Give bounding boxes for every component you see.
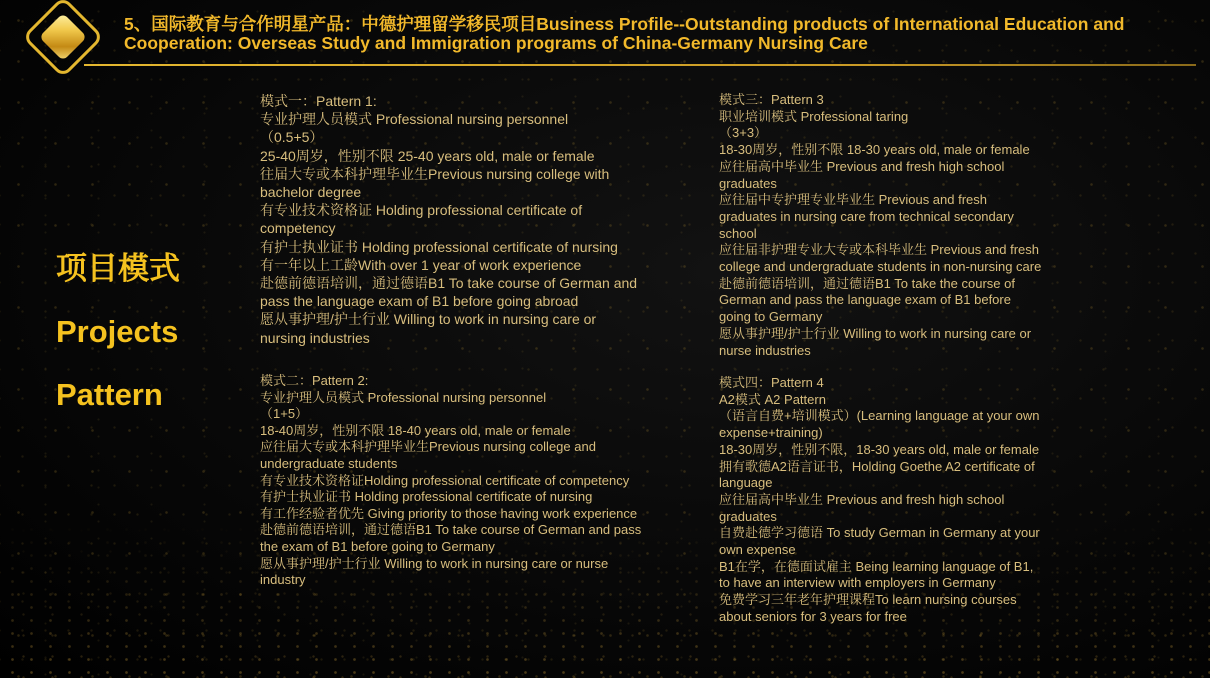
pattern-text-line: going to Germany	[719, 309, 823, 325]
pattern-text-line: 免费学习三年老年护理课程To learn nursing courses	[719, 592, 1017, 608]
pattern-text-line: graduates in nursing care from technical secondary	[719, 208, 1014, 224]
pattern-text-line: （语言自费+培训模式）(Learning language at your own	[719, 408, 1040, 424]
header-rule	[88, 64, 1196, 66]
pattern-text-line: 专业护理人员模式 Professional nursing personnel	[260, 111, 569, 128]
pattern-text-line: 职业培训模式 Professional taring	[719, 108, 909, 124]
pattern-text-line: B1在学，在德面试雇主 Being learning language of B1,	[719, 558, 1034, 574]
pattern-text-line: 自费赴德学习德语 To study German in Germany at your	[719, 525, 1040, 541]
pattern-text-line: German and pass the language exam of B1 before	[719, 292, 1011, 308]
pattern-text-line: 应往届高中毕业生 Previous and fresh high school	[719, 158, 1005, 174]
pattern-text-line: graduates	[719, 175, 777, 191]
pattern-text-line: undergraduate students	[260, 455, 398, 471]
pattern-text-line: expense+training)	[719, 425, 823, 441]
pattern-text-line: 有专业技术资格证Holding professional certificate of competency	[260, 472, 630, 488]
pattern-text-line: （0.5+5）	[260, 129, 324, 146]
pattern-text-line: 应往届大专或本科护理毕业生Previous nursing college and	[260, 439, 596, 455]
pattern-text-line: the exam of B1 before going to Germany	[260, 538, 495, 554]
side-label-zh: 项目模式	[56, 251, 180, 286]
pattern-text-line: 拥有歌德A2语言证书，Holding Goethe A2 certificate of	[719, 458, 1035, 474]
pattern-text-line: to have an interview with employers in Germany	[719, 575, 996, 591]
pattern-text-line: 模式一：Pattern 1:	[260, 93, 377, 109]
pattern-text-line: 18-40周岁，性别不限 18-40 years old, male or female	[260, 422, 571, 438]
pattern-text-line: school	[719, 225, 757, 241]
pattern-text-line: college and undergraduate students in non-nursing care	[719, 259, 1042, 275]
pattern-text-line: （1+5）	[260, 406, 309, 422]
pattern-text-line: （3+3）	[719, 125, 768, 141]
pattern-text-line: nursing industries	[260, 329, 370, 346]
pattern-text-line: 专业护理人员模式 Professional nursing personnel	[260, 389, 547, 405]
pattern-text-line: 应往届中专护理专业毕业生 Previous and fresh	[719, 192, 988, 208]
pattern-text-line: 应往届非护理专业大专或本科毕业生 Previous and fresh	[719, 242, 1040, 258]
pattern-text-line: 愿从事护理/护士行业 Willing to work in nursing care or	[719, 325, 1032, 341]
pattern-text-line: 赴德前德语培训，通过德语B1 To take course of German and pass	[260, 522, 642, 538]
pattern-text-line: own expense	[719, 542, 796, 558]
pattern-text-line: industry	[260, 572, 306, 588]
pattern-text-line: 赴德前德语培训，通过德语B1 To take the course of	[719, 275, 1015, 291]
pattern-text-line: graduates	[719, 508, 777, 524]
pattern-text-line: 18-30周岁，性别不限 18-30 years old, male or female	[719, 142, 1030, 158]
pattern-text-line: about seniors for 3 years for free	[719, 608, 907, 624]
slide-title-line2: Cooperation: Overseas Study and Immigration programs of China-Germany Nursing Care	[124, 33, 868, 53]
pattern-4-block	[719, 375, 1040, 626]
pattern-text-line: 模式三：Pattern 3	[719, 92, 824, 107]
pattern-text-line: A2模式 A2 Pattern	[719, 391, 826, 407]
side-label-en1: Projects	[56, 314, 179, 349]
pattern-text-line: language	[719, 475, 773, 491]
pattern-text-line: 有专业技术资格证 Holding professional certificate of	[260, 202, 583, 219]
pattern-text-line: 赴德前德语培训，通过德语B1 To take course of German and	[260, 275, 638, 292]
pattern-3-block	[719, 92, 1041, 359]
pattern-text-line: pass the language exam of B1 before going abroad	[260, 293, 579, 310]
pattern-text-line: 有护士执业证书 Holding professional certificate of nursing	[260, 489, 593, 505]
pattern-text-line: 有一年以上工龄With over 1 year of work experience	[260, 256, 582, 273]
side-label-en2: Pattern	[56, 377, 163, 412]
pattern-text-line: 愿从事护理/护士行业 Willing to work in nursing care or	[260, 311, 597, 328]
slide-title-line1: 5、国际教育与合作明星产品：中德护理留学移民项目Business Profile--Outstanding products of International Education and	[124, 14, 1125, 34]
pattern-text-line: 模式四：Pattern 4	[719, 375, 824, 390]
side-label	[56, 244, 180, 433]
pattern-2-block	[260, 373, 641, 589]
slide-title	[124, 15, 1184, 53]
pattern-text-line: 有护士执业证书 Holding professional certificate of nursing	[260, 238, 618, 255]
pattern-text-line: 愿从事护理/护士行业 Willing to work in nursing care or nurse	[260, 555, 609, 571]
pattern-text-line: competency	[260, 220, 336, 237]
pattern-text-line: 25-40周岁，性别不限 25-40 years old, male or female	[260, 147, 595, 164]
pattern-text-line: 往届大专或本科护理毕业生Previous nursing college with	[260, 165, 610, 182]
pattern-text-line: 18-30周岁，性别不限，18-30 years old, male or female	[719, 441, 1040, 457]
pattern-text-line: nurse industries	[719, 342, 811, 358]
pattern-1-block	[260, 92, 637, 347]
pattern-text-line: bachelor degree	[260, 184, 362, 201]
pattern-text-line: 模式二：Pattern 2:	[260, 373, 369, 388]
pattern-text-line: 应往届高中毕业生 Previous and fresh high school	[719, 491, 1005, 507]
pattern-text-line: 有工作经验者优先 Giving priority to those having work experience	[260, 505, 638, 521]
